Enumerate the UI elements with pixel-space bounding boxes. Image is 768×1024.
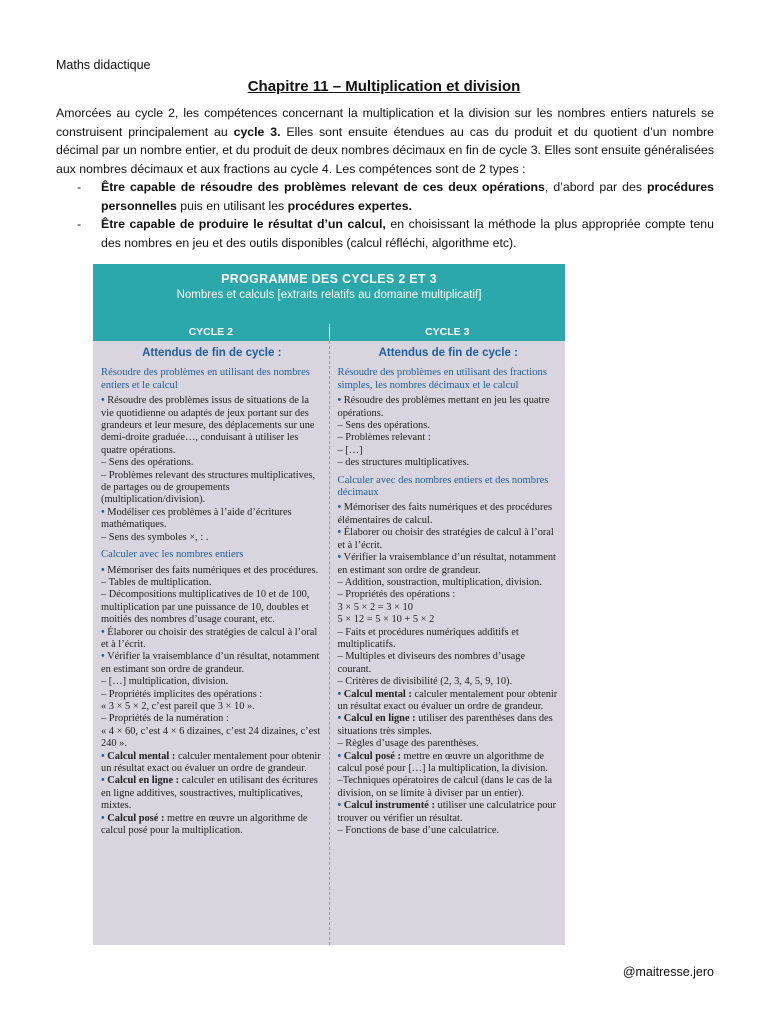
item-bold: Calcul posé : xyxy=(343,750,401,762)
item-text: Modéliser ces problèmes à l’aide d’écritures mathématiques. xyxy=(101,506,292,531)
item-bold: Calcul posé : xyxy=(107,812,165,824)
list-item: – Problèmes relevant des structures multiplicatives, de partages ou de groupements (multiplication/division). xyxy=(101,469,316,506)
scan-subtitle: Nombres et calculs [extraits relatifs au domaine multiplicatif] xyxy=(176,289,482,301)
competence-bold: procédures expertes. xyxy=(287,198,412,213)
bullet-icon: • xyxy=(337,395,342,407)
list-item: – Problèmes relevant : xyxy=(337,432,431,444)
list-item: – Propriétés des opérations : xyxy=(337,589,456,601)
competence-bold: Être capable de produire le résultat d’un calcul, xyxy=(101,217,386,231)
item-text: Résoudre des problèmes issus de situations de la vie quotidienne ou adaptés de jeux portant sur des grandeurs et leur mesure, des déplacements sur une demi-droite graduée…, conduisant à utiliser les quatre opérations. xyxy=(101,395,315,456)
bullet-icon: • xyxy=(337,750,342,762)
list-item xyxy=(338,751,560,776)
list-item xyxy=(101,651,323,676)
bullet-icon: • xyxy=(101,395,105,407)
list-item: 3 × 5 × 2 = 3 × 10 xyxy=(337,601,413,613)
item-bold: Calcul mental : xyxy=(107,750,176,762)
competence-text: , d’abord par des xyxy=(544,180,647,194)
item-text: Élaborer ou choisir des stratégies de calcul à l’oral et à l’écrit. xyxy=(101,626,318,650)
item-text: mettre en œuvre un algorithme de calcul posé pour la multiplication. xyxy=(101,812,308,837)
competence-bold: procédures personnelles xyxy=(101,180,714,213)
competence-item xyxy=(56,178,714,215)
bullet-icon: • xyxy=(101,775,105,787)
bullet-icon: • xyxy=(101,506,105,518)
list-item: – […] xyxy=(337,444,363,456)
list-item xyxy=(338,395,560,420)
competence-text: en choisissant la méthode la plus appropriée compte tenu des nombres en jeu et des outils disponibles (calcul réfléchi, algorithme etc). xyxy=(101,217,714,250)
list-item: « 3 × 5 × 2, c’est pareil que 3 × 10 ». xyxy=(101,700,255,712)
cycle-columns xyxy=(93,341,565,945)
list-item: – […] multiplication, division. xyxy=(101,676,229,688)
list-item xyxy=(101,813,323,838)
bullet-icon: • xyxy=(337,800,342,812)
list-item: – Sens des symboles ×, : . xyxy=(101,531,209,543)
intro-part: Elles sont ensuite étendues au cas du produit et du quotient d’un nombre décimal par un nombre entier, et du produit de deux nombres décimaux en fin de cycle 3. Elles sont ensuite généralisées aux nombres décimaux et aux fractions au cycle 4. Les compétences sont de 2 types : xyxy=(56,124,714,176)
list-item xyxy=(338,800,560,825)
item-text: calculer en utilisant des écritures en ligne additives, soustractives, multiplicatives, mixtes. xyxy=(101,775,318,812)
cycle-header-row xyxy=(93,324,565,341)
cycle2-column xyxy=(93,341,329,945)
list-item: – Multiples et diviseurs des nombres d’usage courant. xyxy=(337,651,526,675)
list-item: « 4 × 60, c’est 4 × 6 dizaines, c’est 24 dizaines, c’est 240 ». xyxy=(101,725,321,750)
bullet-icon: • xyxy=(337,713,342,725)
list-dash: - xyxy=(77,217,82,231)
list-item: – Sens des opérations. xyxy=(337,420,430,432)
section-heading: Calculer avec les nombres entiers xyxy=(101,549,244,561)
list-item: – Tables de multiplication. xyxy=(101,576,212,588)
list-item: – Fonctions de base d’une calculatrice. xyxy=(337,825,500,837)
list-item: – Faits et procédures numériques additifs et multiplicatifs. xyxy=(337,626,519,650)
bullet-icon: • xyxy=(337,552,342,564)
item-text: Élaborer ou choisir des stratégies de calcul à l’oral et à l’écrit. xyxy=(337,527,554,551)
bullet-icon: • xyxy=(337,688,342,700)
list-item: – Propriétés de la numération : xyxy=(101,713,229,725)
cycle3-header: CYCLE 3 xyxy=(425,326,470,338)
column-divider xyxy=(329,341,330,945)
author-handle: @maitresse.jero xyxy=(622,965,714,979)
item-bold: Calcul en ligne : xyxy=(343,713,416,725)
list-item: – Critères de divisibilité (2, 3, 4, 5, 9, 10). xyxy=(337,676,513,688)
scan-header xyxy=(93,264,565,324)
section-heading: Résoudre des problèmes en utilisant des fractions simples, les nombres décimaux et le calcul xyxy=(337,367,547,391)
list-item xyxy=(338,713,560,738)
item-bold: Calcul mental : xyxy=(343,688,412,700)
intro-bold: cycle 3. xyxy=(233,124,281,139)
list-item xyxy=(338,527,560,552)
bullet-icon: • xyxy=(101,651,105,663)
expected-heading: Attendus de fin de cycle : xyxy=(378,347,518,359)
page-title: Chapitre 11 – Multiplication et division xyxy=(247,78,521,95)
list-item xyxy=(101,751,323,776)
list-item xyxy=(338,689,560,714)
item-text: mettre en œuvre un algorithme de calcul posé pour […] la multiplication, la division. xyxy=(337,750,548,774)
item-bold: Calcul en ligne : xyxy=(107,775,180,787)
course-label: Maths didactique xyxy=(56,58,151,72)
intro-paragraph xyxy=(56,104,714,178)
list-item: – Règles d’usage des parenthèses. xyxy=(337,738,479,750)
list-item: – Propriétés implicites des opérations : xyxy=(101,688,263,700)
cycle2-header: CYCLE 2 xyxy=(188,326,233,338)
bullet-icon: • xyxy=(101,750,105,762)
competence-text: puis en utilisant les xyxy=(176,198,288,213)
cycle3-column xyxy=(329,341,566,945)
bullet-icon: • xyxy=(337,527,342,539)
item-text: calculer mentalement pour obtenir un résultat exact ou évaluer un ordre de grandeur. xyxy=(101,750,321,774)
list-item xyxy=(101,775,323,812)
section-heading: Calculer avec des nombres entiers et des nombres décimaux xyxy=(337,474,549,499)
list-dash: - xyxy=(77,180,82,194)
competence-list xyxy=(56,178,714,252)
item-bold: Calcul instrumenté : xyxy=(343,800,435,812)
list-item: – Sens des opérations. xyxy=(101,457,194,469)
list-item xyxy=(338,552,560,577)
expected-heading: Attendus de fin de cycle : xyxy=(142,347,282,359)
list-item: 5 × 12 = 5 × 10 + 5 × 2 xyxy=(337,614,435,626)
list-item: –Techniques opératoires de calcul (dans le cas de la division, on se limite à diviser par un entier). xyxy=(337,775,552,799)
item-text: Résoudre des problèmes mettant en jeu les quatre opérations. xyxy=(337,395,550,419)
item-text: Mémoriser des faits numériques et des procédures élémentaires de calcul. xyxy=(337,502,553,526)
list-item: – des structures multiplicatives. xyxy=(337,457,470,469)
list-item: – Décompositions multiplicatives de 10 et de 100, multiplication par une puissance de 10, doubles et moitiés des nombres d’usage courant, etc. xyxy=(101,589,310,626)
item-text: Mémoriser des faits numériques et des procédures. xyxy=(107,564,319,576)
item-text: Vérifier la vraisemblance d’un résultat, notamment en estimant son ordre de grandeur. xyxy=(101,651,320,675)
list-item: – Addition, soustraction, multiplication, division. xyxy=(337,576,542,588)
bullet-icon: • xyxy=(337,502,342,514)
competence-bold: Être capable de résoudre des problèmes relevant de ces deux opérations xyxy=(101,180,545,194)
item-text: utiliser des parenthèses dans des situations très simples. xyxy=(337,713,553,737)
competence-item xyxy=(56,215,714,252)
item-text: calculer mentalement pour obtenir un résultat exact ou évaluer un ordre de grandeur. xyxy=(337,688,558,712)
scan-title: PROGRAMME DES CYCLES 2 ET 3 xyxy=(221,272,437,286)
bullet-icon: • xyxy=(101,812,105,824)
list-item xyxy=(338,502,560,527)
bullet-icon: • xyxy=(101,564,105,576)
list-item xyxy=(101,395,323,457)
item-text: utiliser une calculatrice pour trouver ou vérifier un résultat. xyxy=(337,800,557,824)
intro-text xyxy=(56,104,714,252)
list-item xyxy=(101,565,323,577)
programme-scan xyxy=(93,264,565,945)
intro-part: Amorcées au cycle 2, les compétences concernant la multiplication et la division sur les nombres entiers naturels se construisent principalement au xyxy=(56,106,714,139)
section-heading: Résoudre des problèmes en utilisant des nombres entiers et le calcul xyxy=(101,367,310,391)
list-item xyxy=(101,507,323,532)
list-item xyxy=(101,627,323,652)
item-text: Vérifier la vraisemblance d’un résultat, notamment en estimant son ordre de grandeur. xyxy=(337,552,556,576)
bullet-icon: • xyxy=(101,626,105,638)
